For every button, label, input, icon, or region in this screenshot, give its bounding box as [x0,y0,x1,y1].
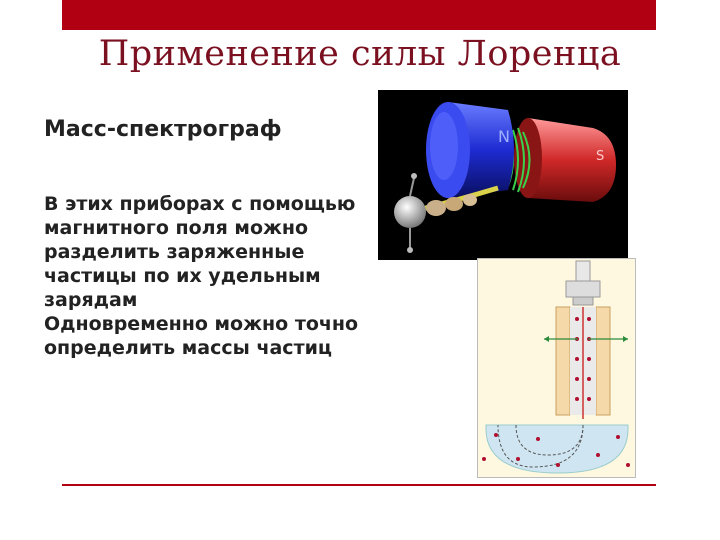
south-label: S [596,149,605,164]
north-label: N [498,127,510,146]
left-plate [556,307,570,415]
schematic-diagram [478,259,635,477]
spectrograph-schematic [477,258,636,478]
paragraph-2: Одновременно можно точно определить массы частиц [44,313,359,359]
magnet-photo [378,90,628,260]
paragraph-1: В этих приборах с помощью магнитного поля можно разделить заряженные частицы по их удельным зарядам [44,193,356,311]
slide-title: Применение силы Лоренца [98,34,622,74]
magnet-illustration [378,90,628,260]
ion-source [394,196,426,228]
right-plate [596,307,610,415]
top-accent-bar [62,0,656,30]
bottom-divider [62,484,656,486]
slide-subtitle: Масс-спектрограф [44,117,282,142]
body-text [44,192,364,360]
